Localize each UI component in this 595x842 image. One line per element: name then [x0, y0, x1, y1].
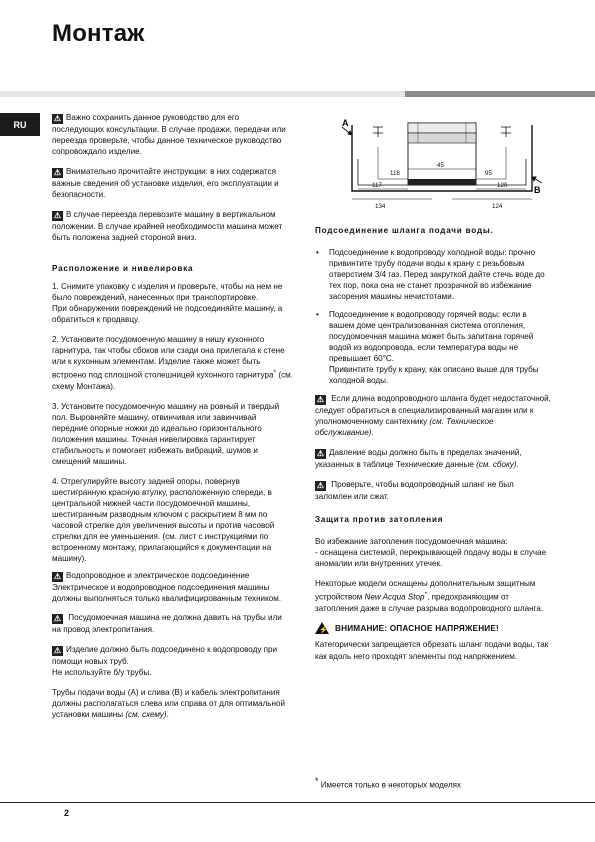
page-number: 2: [64, 808, 70, 818]
high-voltage-icon: ⚡: [315, 622, 329, 634]
warning-icon: ⚠: [316, 480, 325, 490]
list-item: • Подсоединение к водопроводу холодной воды: прочно привинтите трубу подачи воды к крану с резьбовым отверстием 3/4 газ. Перед закруткой дайте стечь воде до тех пор, пока она не станет прозрачной во избежание засорения машины нечистотами.: [315, 247, 552, 302]
danger-text: Категорически запрещается обрезать шланг подачи воды, так как вдоль него проходят элементы под напряжением.: [315, 640, 549, 661]
warning-icon: ⚠: [53, 614, 62, 624]
label-b: B: [534, 185, 541, 195]
section-heading: Подсоединение шланга подачи воды.: [315, 226, 494, 235]
body-paragraph: Некоторые модели оснащены дополнительным защитным устройством New Acqua Stop*, предохраняющим от затопления даже в случае разрыва водопроводного шланга.: [315, 578, 544, 613]
left-column: [52, 112, 293, 729]
warning-paragraph: ⚠ Давление воды должно быть в пределах значений, указанных в таблице Технические данные (см. сбоку).: [315, 448, 522, 470]
warning-icon: ⚠: [316, 395, 325, 405]
section-heading: Защита против затопления: [315, 514, 444, 524]
label-a: A: [342, 118, 349, 128]
header-rule-accent: [405, 91, 595, 97]
dim-95: 95: [485, 170, 492, 177]
page-title: Монтаж: [52, 20, 145, 47]
footer-rule: [0, 802, 595, 803]
language-tab: RU: [0, 113, 40, 136]
warning-paragraph: ⚠ Проверьте, чтобы водопроводный шланг не был заломлен или сжат.: [315, 479, 514, 501]
installation-diagram: [342, 117, 542, 217]
dim-45: 45: [437, 162, 444, 169]
warning-paragraph: ⚠ Если длина водопроводного шланга будет недостаточной, следует обратиться в специализированный магазин или к уполномоченному сантехнику (см. Техническое обслуживание).: [315, 394, 551, 438]
step-paragraph: 4. Отрегулируйте высоту задней опоры, повернув шестигранную красную втулку, расположенную спереди, в центральной нижней части посудомоечной машины, шестигранным разводным ключом с раскрытием 8 мм по часовой стрелке для увеличения высоты и против часовой стрелки для ее уменьшения. (см. лист с инструкциями по встроенному монтажу, прилагающийся к документации на машину).: [52, 476, 275, 564]
warning-icon: ⚠: [53, 167, 62, 177]
body-paragraph: Трубы подачи воды (А) и слива (В) и кабель электропитания должны располагаться слева или справа от для оптимальной установки машины (см. схему).: [52, 687, 285, 719]
warning-icon: ⚠: [53, 571, 62, 581]
warning-paragraph: ⚠ Посудомоечная машина не должна давить на трубы или на провод электропитания.: [52, 613, 282, 635]
dim-124: 124: [492, 203, 503, 210]
warning-icon: ⚠: [53, 114, 62, 123]
warning-icon: ⚠: [53, 210, 62, 220]
warning-paragraph: ⚠ Водопроводное и электрическое подсоединение Электрическое и водопроводное подсоединения машины должны выполняться только квалифицированным техником.: [52, 570, 282, 603]
warning-paragraph: ⚠ Внимательно прочитайте инструкции: в них содержатся важные сведения об установке изделия, его эксплуатации и безопасности.: [52, 166, 279, 199]
header-rule: [0, 91, 595, 97]
warning-icon: ⚠: [316, 449, 325, 459]
dim-134: 134: [375, 203, 386, 210]
dim-118: 118: [390, 170, 400, 177]
dim-117: 117: [372, 182, 382, 189]
danger-label: ВНИМАНИЕ: ОПАСНОЕ НАПРЯЖЕНИЕ!: [335, 623, 499, 633]
danger-warning: [315, 622, 552, 634]
step-paragraph: 1. Снимите упаковку с изделия и проверьте, чтобы на нем не было повреждений, нанесенных при транспортировке. При обнаружении повреждений не подсоединяйте машину, а обратиться к продавцу.: [52, 281, 283, 325]
step-paragraph: 3. Установите посудомоечную машину на ровный и твердый пол. Выровняйте машину, отвинчивая или завинчивай передние опорные ножки до идеально горизонтального положения машины. Точная нивелировка гарантирует стабильность и помогает избежать вибраций, шумов и смещений машины.: [52, 401, 280, 467]
step-paragraph: 2. Установите посудомоечную машину в нишу кухонного гарнитура, так чтобы сбоков или сзади она прилегала к стене или к кухонным элементам. Изделие также может быть встроено под сплошной столешницей кухонного гарнитура* (см. схему Монтажа).: [52, 334, 293, 391]
warning-paragraph: ⚠ Изделие должно быть подсоединено к водопроводу при помощи новых труб. Не используйте б/у трубы.: [52, 645, 278, 678]
list-item: • Подсоединение к водопроводу горячей воды: если в вашем доме централизованная система отопления, посудомоечная машина может быть запитана горячей водой из водопровода, если температура воды не превышает 60°С. Привинтите трубу к крану, как описано выше для трубы холодной воды.: [315, 309, 552, 387]
section-heading: Расположение и нивелировка: [52, 263, 194, 273]
right-column: [315, 223, 552, 670]
warning-paragraph: ⚠ В случае переезда перевозите машину в вертикальном положении. В случае крайней необходимости машина может быть положена задней стороной вниз.: [52, 209, 283, 242]
dim-120: 120: [497, 182, 508, 189]
body-paragraph: Во избежание затопления посудомоечная машина: - оснащена системой, перекрывающей подачу воды в случае аномалии или внутренних утечек.: [315, 536, 547, 569]
warning-icon: ⚠: [53, 646, 62, 656]
footnote: * Имеется только в некоторых моделях: [315, 776, 461, 790]
warning-paragraph: ⚠ Важно сохранить данное руководство для его последующих консультации. В случае продажи, передачи или переезда проверьте, чтобы данное техническое руководство сопровождало изделие.: [52, 113, 286, 157]
